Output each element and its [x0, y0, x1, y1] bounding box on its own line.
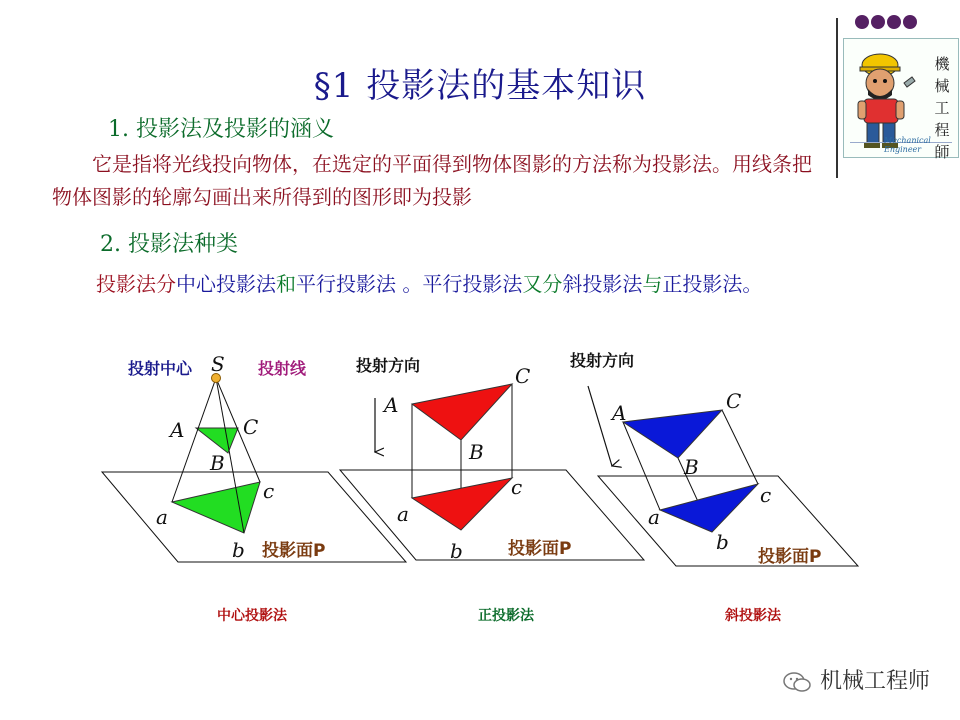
wechat-icon [782, 671, 812, 693]
direction-label: 投射方向 [356, 356, 421, 375]
text-part: 中心投影法 [176, 272, 276, 296]
logo-text: 機械工程師 [934, 55, 950, 161]
point-label-c: c [511, 475, 523, 499]
projection-plane-label: 投影面P [758, 547, 822, 567]
text-part: 。 [742, 272, 763, 296]
section1-text: 它是指将光线投向物体，在选定的平面得到物体图影的方法称为投影法。用线条把物体图影的轮廓勾画出来所得到的图形即为投影 [52, 152, 812, 209]
object-triangle [623, 410, 722, 458]
point-label-a: a [397, 502, 409, 526]
projection-plane-label: 投影面P [262, 541, 326, 561]
point-label-A: A [170, 418, 185, 442]
text-part: 和 [276, 272, 296, 296]
direction-arrow [588, 386, 612, 466]
central-projection-diagram [102, 352, 406, 624]
point-label-A: A [612, 401, 627, 425]
object-triangle [196, 428, 238, 453]
object-triangle [412, 384, 512, 440]
point-label-b: b [450, 539, 463, 563]
point-label-C: C [515, 364, 531, 388]
watermark [782, 664, 930, 695]
projection-plane-label: 投影面P [508, 539, 572, 559]
point-label-b: b [716, 530, 729, 554]
diagram-caption: 中心投影法 [217, 608, 287, 624]
text-part: 又分 [522, 272, 563, 296]
diagram-caption: 正投影法 [478, 608, 534, 624]
point-label-B: B [469, 440, 484, 464]
section2-heading: 2. 投影法种类 [100, 232, 238, 257]
point-label-S: S [211, 352, 225, 376]
point-label-b: b [232, 538, 245, 562]
point-label-C: C [243, 415, 259, 439]
projected-triangle [660, 484, 758, 532]
text-part: 与 [642, 272, 663, 296]
point-label-A: A [384, 393, 399, 417]
page-title: §1 投影法的基本知识 [313, 66, 647, 106]
point-label-B: B [210, 451, 225, 475]
diagram-caption: 斜投影法 [725, 608, 781, 624]
projection-center-label: 投射中心 [128, 359, 193, 378]
direction-label: 投射方向 [570, 351, 635, 370]
point-label-c: c [263, 479, 275, 503]
point-label-B: B [684, 455, 699, 479]
point-label-a: a [648, 505, 660, 529]
point-label-c: c [760, 483, 772, 507]
point-label-C: C [726, 389, 742, 413]
point-label-a: a [156, 505, 168, 529]
projection-ray-label: 投射线 [258, 359, 307, 378]
text-part: 投影法分 [96, 272, 176, 296]
text-part: 。平行投影法 [396, 272, 523, 296]
text-part: 斜投影法 [562, 272, 643, 296]
logo-subtitle: Mechanical Engineer [884, 136, 931, 154]
projected-triangle [172, 482, 260, 533]
oblique-projection-diagram [570, 351, 858, 624]
text-part: 正投影法 [662, 272, 743, 296]
watermark-text: 机械工程师 [819, 669, 930, 694]
orthographic-projection-diagram [340, 356, 644, 624]
projected-triangle [412, 478, 512, 530]
section1-heading: 1. 投影法及投影的涵义 [108, 117, 334, 142]
text-part: 平行投影法 [296, 272, 396, 296]
